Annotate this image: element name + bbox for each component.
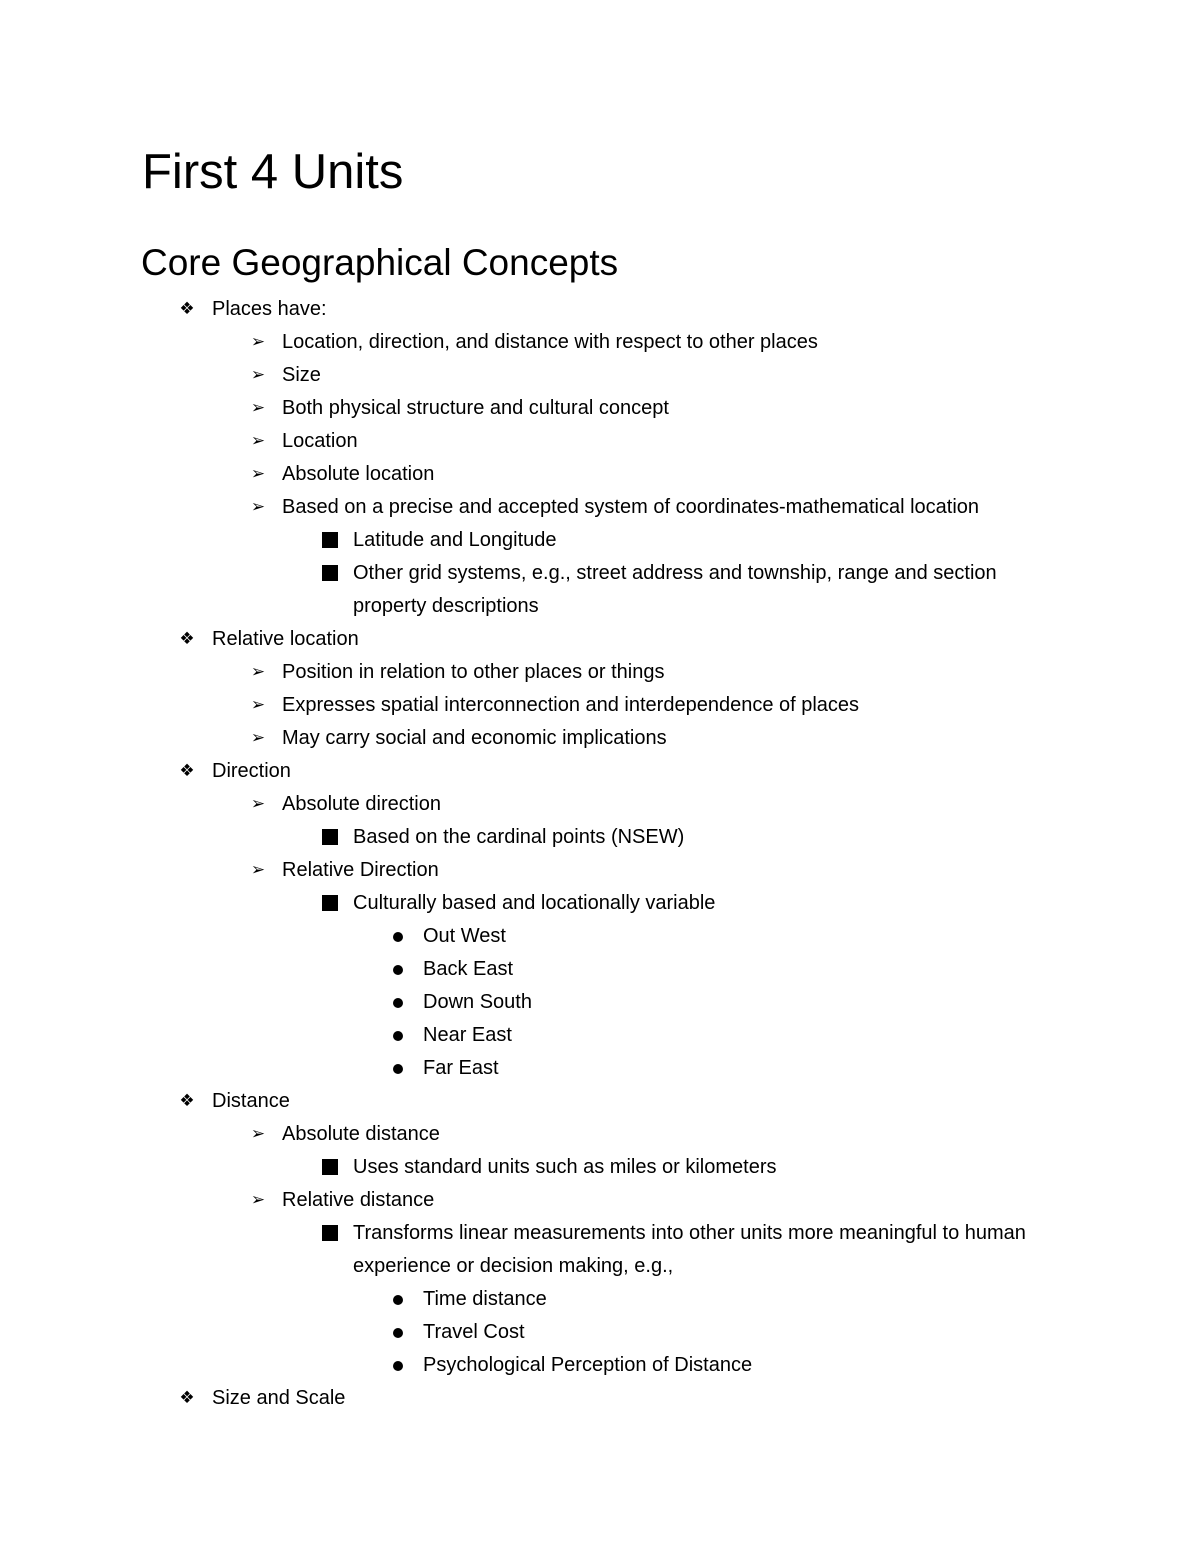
dot-bullet-icon <box>388 1019 410 1052</box>
square-bullet-icon <box>318 557 340 590</box>
outline-item-level-3 <box>0 887 1200 920</box>
outline-item-text: Back East <box>423 958 514 980</box>
diamond-bullet-icon: ❖ <box>179 761 195 781</box>
outline-item-text: Direction <box>212 760 291 782</box>
outline-item-text: Culturally based and locationally variable <box>353 892 716 914</box>
arrow-bullet-icon: ➢ <box>250 431 266 451</box>
dot-bullet-icon <box>388 1316 410 1349</box>
outline-item-text: Relative location <box>212 628 359 650</box>
outline-item-level-2 <box>0 458 1200 491</box>
arrow-bullet-icon: ➢ <box>250 728 266 748</box>
outline-item-level-4 <box>0 1019 1200 1052</box>
outline-item-text: Places have: <box>212 298 327 320</box>
outline-item-level-2 <box>0 1184 1200 1217</box>
outline-item-text: Position in relation to other places or things <box>282 661 665 683</box>
outline-item-level-2 <box>0 722 1200 755</box>
outline-item-level-4 <box>0 1052 1200 1085</box>
dot-bullet-icon <box>388 986 410 1019</box>
outline-item-text: Absolute distance <box>282 1123 440 1145</box>
arrow-bullet-icon: ➢ <box>250 860 266 880</box>
arrow-bullet-icon: ➢ <box>250 1124 266 1144</box>
outline-item-text: Uses standard units such as miles or kilometers <box>353 1156 777 1178</box>
outline-item-text: Down South <box>423 991 532 1013</box>
arrow-bullet-icon: ➢ <box>250 398 266 418</box>
outline-item-text: Expresses spatial interconnection and interdependence of places <box>282 694 860 716</box>
outline-item-level-1 <box>0 623 1200 656</box>
arrow-bullet-icon: ➢ <box>250 464 266 484</box>
outline-item-text: Far East <box>423 1057 499 1079</box>
outline-item-level-3 <box>0 1217 1200 1283</box>
outline-item-text: Absolute location <box>282 463 435 485</box>
outline-item-level-1 <box>0 755 1200 788</box>
arrow-bullet-icon: ➢ <box>250 1190 266 1210</box>
outline-item-text: Near East <box>423 1024 512 1046</box>
outline-item-text: Out West <box>423 925 506 947</box>
outline-item-level-3 <box>0 557 1200 623</box>
section-heading: Core Geographical Concepts <box>141 242 619 283</box>
outline-item-level-3 <box>0 524 1200 557</box>
outline-item-level-2 <box>0 491 1200 524</box>
concept-outline <box>0 293 1200 1415</box>
outline-item-level-3 <box>0 1151 1200 1184</box>
outline-item-level-4 <box>0 1349 1200 1382</box>
diamond-bullet-icon: ❖ <box>179 1091 195 1111</box>
outline-item-text: Psychological Perception of Distance <box>423 1354 753 1376</box>
outline-item-level-2 <box>0 326 1200 359</box>
outline-item-text: Time distance <box>423 1288 547 1310</box>
outline-item-text: Absolute direction <box>282 793 441 815</box>
outline-item-level-4 <box>0 1283 1200 1316</box>
dot-bullet-icon <box>388 920 410 953</box>
diamond-bullet-icon: ❖ <box>179 629 195 649</box>
outline-item-level-4 <box>0 953 1200 986</box>
outline-item-level-4 <box>0 920 1200 953</box>
outline-item-text: Size and Scale <box>212 1387 346 1409</box>
outline-item-level-2 <box>0 656 1200 689</box>
outline-item-level-2 <box>0 392 1200 425</box>
outline-item-level-1 <box>0 1382 1200 1415</box>
dot-bullet-icon <box>388 953 410 986</box>
outline-item-text: Distance <box>212 1090 290 1112</box>
arrow-bullet-icon: ➢ <box>250 794 266 814</box>
arrow-bullet-icon: ➢ <box>250 497 266 517</box>
outline-item-text: May carry social and economic implications <box>282 727 667 749</box>
square-bullet-icon <box>318 1151 340 1184</box>
outline-item-text: Relative Direction <box>282 859 439 881</box>
diamond-bullet-icon: ❖ <box>179 299 195 319</box>
outline-item-level-2 <box>0 1118 1200 1151</box>
outline-item-text: Latitude and Longitude <box>353 529 557 551</box>
square-bullet-icon <box>318 887 340 920</box>
dot-bullet-icon <box>388 1349 410 1382</box>
outline-item-text: Location, direction, and distance with respect to other places <box>282 331 818 353</box>
outline-item-text: Travel Cost <box>423 1321 525 1343</box>
arrow-bullet-icon: ➢ <box>250 365 266 385</box>
outline-item-level-2 <box>0 788 1200 821</box>
arrow-bullet-icon: ➢ <box>250 662 266 682</box>
square-bullet-icon <box>318 1217 340 1250</box>
diamond-bullet-icon: ❖ <box>179 1388 195 1408</box>
square-bullet-icon <box>318 821 340 854</box>
arrow-bullet-icon: ➢ <box>250 695 266 715</box>
outline-item-level-4 <box>0 986 1200 1019</box>
outline-item-level-1 <box>0 1085 1200 1118</box>
outline-item-text: Location <box>282 430 358 452</box>
outline-item-text: Both physical structure and cultural concept <box>282 397 669 419</box>
page-title: First 4 Units <box>142 145 404 199</box>
outline-item-level-1 <box>0 293 1200 326</box>
outline-item-text: Transforms linear measurements into other units more meaningful to human experience or decision making, e.g., <box>353 1222 1026 1277</box>
dot-bullet-icon <box>388 1283 410 1316</box>
outline-item-text: Other grid systems, e.g., street address and township, range and section property descriptions <box>353 562 997 617</box>
outline-item-level-2 <box>0 854 1200 887</box>
outline-item-level-3 <box>0 821 1200 854</box>
outline-item-text: Based on a precise and accepted system of coordinates-mathematical location <box>282 496 980 518</box>
outline-item-level-2 <box>0 689 1200 722</box>
square-bullet-icon <box>318 524 340 557</box>
outline-item-level-2 <box>0 425 1200 458</box>
outline-item-level-4 <box>0 1316 1200 1349</box>
outline-item-text: Relative distance <box>282 1189 435 1211</box>
outline-item-text: Based on the cardinal points (NSEW) <box>353 826 685 848</box>
outline-item-level-2 <box>0 359 1200 392</box>
arrow-bullet-icon: ➢ <box>250 332 266 352</box>
outline-item-text: Size <box>282 364 321 386</box>
dot-bullet-icon <box>388 1052 410 1085</box>
